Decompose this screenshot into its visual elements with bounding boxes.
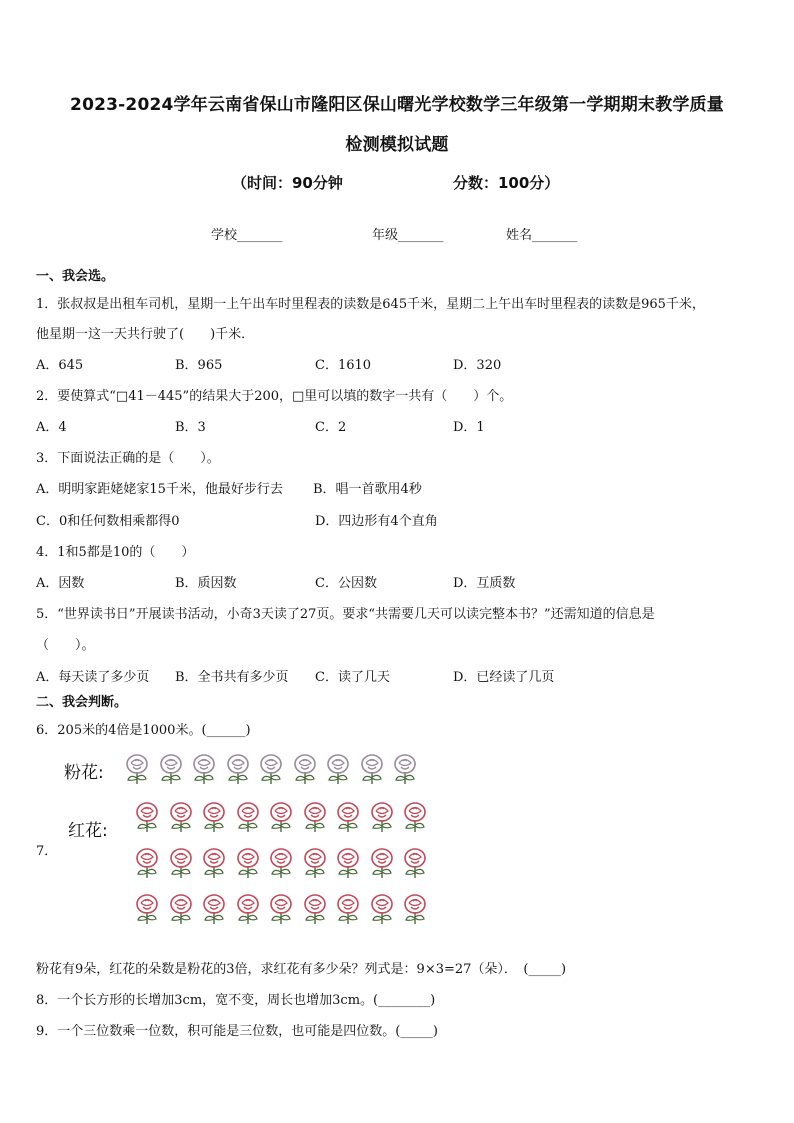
red-flower-icon (132, 892, 162, 930)
red-flower-icon (266, 846, 296, 884)
section-heading-judge: 二、我会判断。 (36, 695, 128, 710)
q5-option-c: C．读了几天 (315, 670, 390, 685)
exam-time: （时间：90分钟 (232, 174, 343, 192)
red-flower-icon (166, 846, 196, 884)
red-flower-icon (367, 846, 397, 884)
question-4: 4．1和5都是10的（ ） (36, 545, 195, 560)
red-flower-icon (199, 846, 229, 884)
exam-score: 分数：100分） (453, 174, 560, 192)
q4-option-b: B．质因数 (175, 576, 237, 591)
red-flower-icon (333, 800, 363, 838)
red-flower-icon (233, 892, 263, 930)
q5-option-a: A．每天读了多少页 (36, 670, 150, 685)
red-flower-icon (199, 892, 229, 930)
q4-option-c: C．公因数 (315, 576, 377, 591)
pink-flower-icon (189, 752, 219, 790)
q3-option-c: C．0和任何数相乘都得0 (36, 514, 180, 529)
red-flowers-label: 红花: (68, 821, 108, 841)
red-flower-icon (199, 800, 229, 838)
q5-option-b: B．全书共有多少页 (175, 670, 289, 685)
name-field: 姓名_______ (506, 228, 578, 243)
pink-flower-icon (156, 752, 186, 790)
red-flower-icon (333, 846, 363, 884)
question-1-line2: 他星期一这一天共行驶了( )千米． (36, 327, 255, 342)
q1-option-b: B．965 (175, 358, 223, 373)
question-6: 6．205米的4倍是1000米。(______) (36, 723, 251, 738)
red-flower-icon (300, 892, 330, 930)
pink-flower-icon (390, 752, 420, 790)
grade-field: 年级_______ (372, 228, 444, 243)
question-7-number: 7． (36, 844, 58, 859)
red-flower-icon (300, 846, 330, 884)
pink-flowers-label: 粉花: (64, 763, 104, 783)
red-flower-icon (333, 892, 363, 930)
question-2: 2．要使算式“□41－445”的结果大于200，□里可以填的数字一共有（ ）个。 (36, 389, 513, 404)
exam-title-line1: 2023-2024学年云南省保山市隆阳区保山曙光学校数学三年级第一学期期末教学质量 (70, 95, 724, 115)
red-flower-icon (300, 800, 330, 838)
question-1-line1: 1．张叔叔是出租车司机，星期一上午出车时里程表的读数是645千米，星期二上午出车时里程表的读数是965千米， (36, 297, 705, 312)
pink-flower-icon (290, 752, 320, 790)
pink-flower-icon (323, 752, 353, 790)
q1-option-d: D．320 (453, 358, 502, 373)
q4-option-d: D．互质数 (453, 576, 516, 591)
question-5-line1: 5．“世界读书日”开展读书活动，小奇3天读了27页。要求“共需要几天可以读完整本书？”还需知道的信息是 (36, 607, 655, 622)
red-flower-icon (266, 892, 296, 930)
exam-title-line2: 检测模拟试题 (345, 135, 449, 155)
red-flower-icon (400, 846, 430, 884)
q5-option-d: D．已经读了几页 (453, 670, 555, 685)
red-flower-icon (233, 800, 263, 838)
q1-option-a: A．645 (36, 358, 84, 373)
q3-option-d: D．四边形有4个直角 (315, 514, 438, 529)
pink-flower-icon (223, 752, 253, 790)
red-flower-icon (367, 800, 397, 838)
pink-flower-icon (256, 752, 286, 790)
red-flower-icon (233, 846, 263, 884)
q2-option-c: C．2 (315, 420, 347, 435)
red-flower-icon (367, 892, 397, 930)
pink-flower-icon (122, 752, 152, 790)
red-flower-icon (400, 800, 430, 838)
question-8: 8．一个长方形的长增加3cm，宽不变，周长也增加3cm。(________) (36, 993, 436, 1008)
q1-option-c: C．1610 (315, 358, 372, 373)
q2-option-b: B．3 (175, 420, 206, 435)
question-9: 9．一个三位数乘一位数，积可能是三位数，也可能是四位数。(_____) (36, 1024, 438, 1039)
q2-option-d: D．1 (453, 420, 485, 435)
question-7-text: 粉花有9朵，红花的朵数是粉花的3倍，求红花有多少朵？列式是：9×3=27（朵）． (_____) (36, 962, 567, 977)
q3-option-a: A．明明家距姥姥家15千米，他最好步行去 (36, 482, 283, 497)
question-5-line2: （ ）。 (36, 638, 95, 653)
pink-flower-icon (357, 752, 387, 790)
question-3: 3．下面说法正确的是（ ）。 (36, 451, 220, 466)
red-flower-icon (166, 800, 196, 838)
q3-option-b: B．唱一首歌用4秒 (313, 482, 422, 497)
red-flower-icon (132, 800, 162, 838)
q4-option-a: A．因数 (36, 576, 85, 591)
red-flower-icon (132, 846, 162, 884)
red-flower-icon (400, 892, 430, 930)
section-heading-choice: 一、我会选。 (36, 269, 115, 284)
red-flower-icon (166, 892, 196, 930)
school-field: 学校_______ (211, 228, 283, 243)
q2-option-a: A．4 (36, 420, 67, 435)
red-flower-icon (266, 800, 296, 838)
